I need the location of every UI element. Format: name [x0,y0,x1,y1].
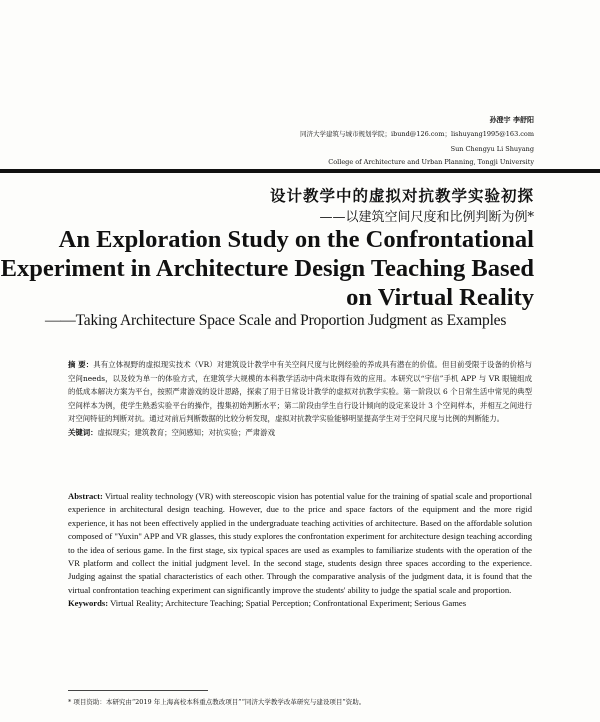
keywords-en-label: Keywords: [68,598,109,609]
abstract-cn [68,358,532,426]
abstract-cn-label: 摘 要： [68,360,94,369]
keywords-en [68,597,532,610]
keywords-cn [68,426,532,440]
subtitle-en: ——Taking Architecture Space Scale and Proportion Judgment as Examples [45,312,507,329]
abstract-en-text: Virtual reality technology (VR) with stereoscopic vision has potential value for the training of spatial scale and proportional experience in architectural design teaching. However, due to the price and space factors of the equipment and the more rigid experience, it has not been effectively applied in the undergraduate teaching activities of architecture. Based on the affordable solution composed of "Yuxin" APP and VR glasses, this study explores the confrontation experiment for architecture design teaching according to the idea of serious game. In the first stage, six typical spaces are used as examples to familiarize students with the operation of the VR platform and collect the initial judgment level. In the second stage, students design three spaces according to the experience. Judging against the spatial characteristics of each other. Through the comparative analysis of the judgment data, it is found that the virtual confrontation teaching experiment can significantly improve the students' ability to judge the spatial scale and proportion. [68,491,532,595]
abstract-en-label: Abstract: [68,491,103,501]
abstract-cn-block [68,358,532,439]
keywords-cn-text: 虚拟现实；建筑教育；空间感知；对抗实验；严肃游戏 [97,427,275,437]
title-en [1,225,534,312]
abstract-cn-text: 具有立体视野的虚拟现实技术（VR）对建筑设计教学中有关空间尺度与比例经验的养成具有潜在的价值。但目前受限于设备的价格与空间needs，以及较为单一的体验方式，在建筑学大规模的本科教学活动中尚未取得有效的应用。本研究以“宇信”手机 APP 与 VR 眼镜组成的低成本解决方案为平台，按照严肃游戏的设计思路，探索了用于日常设计教学的虚拟对抗教学实验。第一阶段以 6 个日常生活中常见的典型空间样本为例，使学生熟悉实验平台的操作，搜集初始判断水平；第二阶段由学生自行设计倾向的设定来设计 3 个空间样本，并相互之间进行对空间特征的判断对抗。通过对前后判断数据的比较分析发现，虚拟对抗教学实验能够明显提高学生对于空间尺度与比例的判断能力。 [68,360,532,423]
subtitle-cn: ——以建筑空间尺度和比例判断为例* [319,210,534,225]
author-names-cn: 孙澄宇 李舒阳 [489,115,534,124]
footnote: * 项目资助：本研究由“2019 年上海高校本科重点教改项目”“同济大学教学改革研究与建设项目”资助。 [68,698,366,706]
header-rule [0,169,600,173]
author-names-en: Sun Chengyu Li Shuyang [450,145,534,153]
title-en-line-1: An Exploration Study on the Confrontational [58,226,534,253]
title-en-line-3: on Virtual Reality [346,284,534,311]
abstract-en-block [68,490,532,611]
author-affiliation-cn: 同济大学建筑与城市规划学院；ibund@126.com；lishuyang1995@163.com [300,130,534,138]
abstract-en [68,490,532,597]
author-affiliation-en: College of Architecture and Urban Planning, Tongji University [328,158,534,166]
keywords-cn-label: 关键词： [68,427,98,437]
footnote-rule [68,690,208,691]
title-en-line-2: Experiment in Architecture Design Teaching Based [0,255,534,282]
keywords-en-text: Virtual Reality; Architecture Teaching; Spatial Perception; Confrontational Experiment; Serious Games [108,598,467,609]
title-cn: 设计教学中的虚拟对抗教学实验初探 [269,186,534,205]
